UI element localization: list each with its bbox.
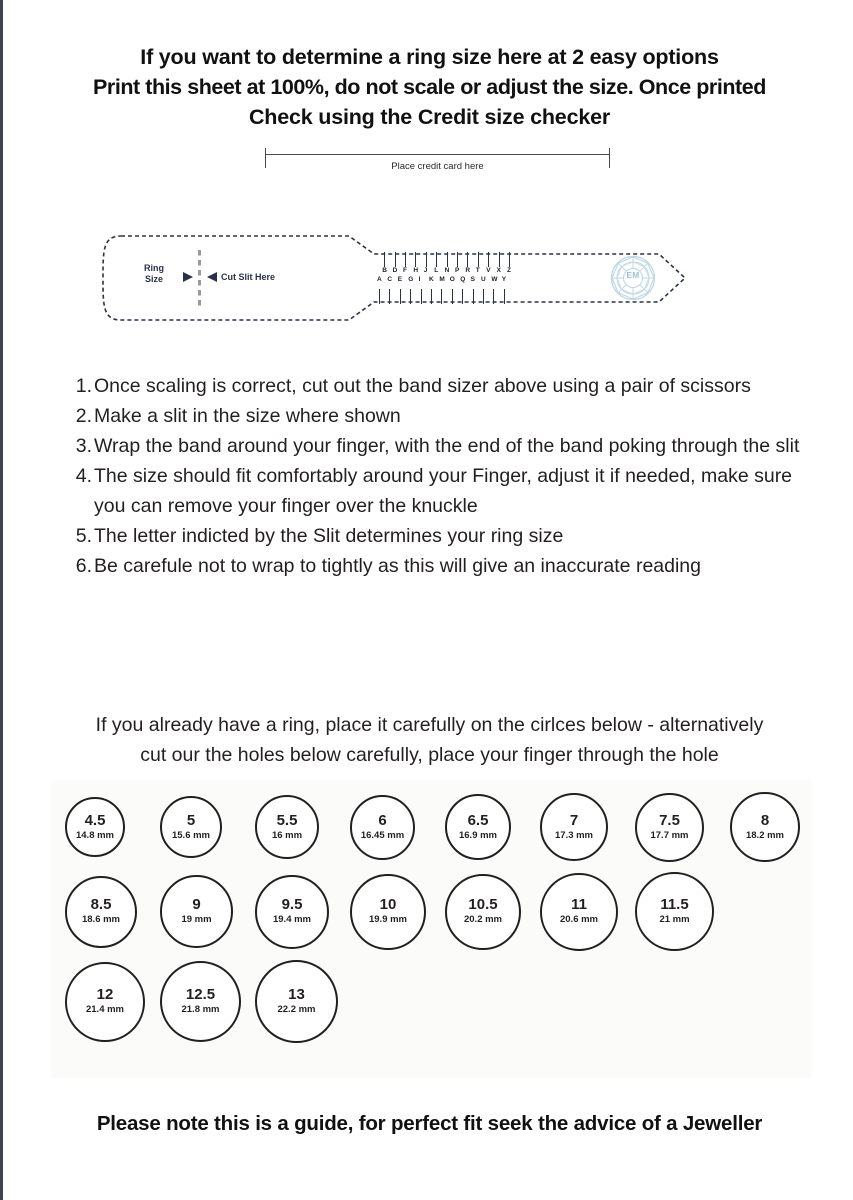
size-circle-size: 8.5 <box>90 896 112 913</box>
size-circle-mm: 17.3 mm <box>554 829 594 841</box>
size-circle[interactable] <box>730 792 800 862</box>
size-circles-panel <box>51 780 811 1078</box>
size-circle-mm: 16.45 mm <box>360 829 405 841</box>
ruler-letter-g: G <box>408 276 414 283</box>
size-circle[interactable] <box>350 795 415 860</box>
ruler-letter-f: F <box>403 267 407 274</box>
size-circle-size: 5 <box>186 811 196 829</box>
size-circle-mm: 19 mm <box>181 914 212 925</box>
size-circle-mm: 18.6 mm <box>81 914 121 925</box>
ruler-tick <box>452 289 453 304</box>
ruler-tick <box>405 252 406 267</box>
ruler-tick <box>488 252 489 267</box>
size-circle[interactable] <box>65 962 145 1042</box>
ruler-tick <box>493 289 494 304</box>
size-circle-size: 11 <box>571 896 587 913</box>
size-circle[interactable] <box>350 874 426 950</box>
size-circle[interactable] <box>255 795 319 859</box>
size-circle[interactable] <box>445 794 511 860</box>
size-circle[interactable] <box>635 793 704 862</box>
heading-line-3: Check using the Credit size checker <box>248 105 611 129</box>
size-circle[interactable] <box>540 793 608 861</box>
ruler-letter-v: V <box>486 267 491 274</box>
ruler-tick <box>462 289 463 304</box>
ruler-letter-q: Q <box>460 276 466 283</box>
size-circle-mm: 20.6 mm <box>559 914 599 925</box>
ring-size-label <box>131 263 177 285</box>
size-circle-row-3 <box>51 960 811 1043</box>
size-circle-mm: 22.2 mm <box>277 1004 316 1015</box>
instruction-step-text: The letter indicted by the Slit determines your ring size <box>94 525 564 547</box>
size-circle-row-2 <box>51 872 811 951</box>
page-title <box>3 42 853 132</box>
ruler-tick <box>499 252 500 267</box>
instruction-step-number: 2. <box>75 405 92 427</box>
ring-circles-intro <box>33 710 826 770</box>
size-circle[interactable] <box>255 875 329 949</box>
instruction-step-text: Be carefule not to wrap to tightly as this will give an inaccurate reading <box>94 555 701 577</box>
instruction-list <box>66 371 801 581</box>
gem-logo-text: EM <box>626 270 640 280</box>
size-circle-mm: 16.9 mm <box>458 829 498 841</box>
ruler-letter-o: O <box>449 276 455 283</box>
ruler-letter-b: B <box>382 267 387 274</box>
arrow-right-icon <box>183 272 193 282</box>
size-circle-mm: 14.8 mm <box>75 829 115 841</box>
ruler-letter-u: U <box>481 276 486 283</box>
ruler-tick <box>426 252 427 267</box>
ruler-letter-h: H <box>413 267 419 274</box>
ruler-letter-i: I <box>418 276 421 283</box>
credit-card-ruler-line <box>265 154 610 155</box>
instruction-step-text: Wrap the band around your finger, with the end of the band poking through the slit <box>94 435 800 457</box>
size-circle[interactable] <box>160 796 222 858</box>
ruler-letter-e: E <box>397 276 403 283</box>
ruler-tick <box>395 252 396 267</box>
size-circle[interactable] <box>65 876 137 948</box>
size-circle-size: 13 <box>288 986 305 1003</box>
ruler-letter-r: R <box>465 267 471 274</box>
ring-size-ruler <box>377 252 517 304</box>
size-circle-mm: 17.7 mm <box>650 829 689 841</box>
footer-note: Please note this is a guide, for perfect fit seek the advice of a Jeweller <box>96 1112 763 1135</box>
ruler-tick <box>436 252 437 267</box>
ruler-tick <box>473 289 474 304</box>
size-circle[interactable] <box>65 797 125 857</box>
ruler-letter-a: A <box>377 276 382 283</box>
ruler-tick <box>421 289 422 304</box>
instruction-step-text: Make a slit in the size where shown <box>94 405 401 427</box>
ruler-tick <box>447 252 448 267</box>
ruler-tick <box>410 289 411 304</box>
ring-circles-intro-line2: cut our the holes below carefully, place your finger through the hole <box>140 744 719 766</box>
ruler-tick <box>467 252 468 267</box>
band-sizer-diagram <box>99 232 759 324</box>
heading-line-1: If you want to determine a ring size here at 2 easy options <box>140 45 719 69</box>
ruler-letter-d: D <box>392 267 398 274</box>
instruction-step <box>66 371 801 401</box>
ruler-tick <box>478 252 479 267</box>
ruler-tick <box>457 252 458 267</box>
instruction-step-text: Once scaling is correct, cut out the band sizer above using a pair of scissors <box>94 375 751 397</box>
ruler-letter-z: Z <box>507 267 511 274</box>
ruler-letter-k: K <box>429 276 434 283</box>
size-circle-size: 5.5 <box>276 811 298 829</box>
size-circle[interactable] <box>255 960 338 1043</box>
cut-slit-label: Cut Slit Here <box>221 272 276 282</box>
ruler-tick <box>389 289 390 304</box>
instruction-step-number: 6. <box>75 555 92 577</box>
instruction-step <box>66 551 801 581</box>
size-circle[interactable] <box>160 875 233 948</box>
ruler-tick <box>509 252 510 267</box>
size-circle-size: 4.5 <box>84 811 106 829</box>
size-circle-size: 9.5 <box>281 896 303 913</box>
credit-card-checker <box>265 148 610 194</box>
size-circle-mm: 21 mm <box>659 914 690 925</box>
heading-line-2: Print this sheet at 100%, do not scale or adjust the size. Once printed <box>93 75 766 99</box>
instruction-step-number: 1. <box>75 375 92 397</box>
instruction-step-number: 5. <box>75 525 92 547</box>
arrow-left-icon <box>207 272 217 282</box>
size-circle-size: 6 <box>378 811 387 829</box>
ruler-letter-p: P <box>455 267 460 274</box>
ruler-tick <box>483 289 484 304</box>
ruler-letter-x: X <box>496 267 501 274</box>
size-circle-mm: 21.4 mm <box>85 1004 125 1015</box>
instruction-step <box>66 431 801 461</box>
ruler-tick <box>431 289 432 304</box>
size-circle-size: 11.5 <box>660 896 689 913</box>
size-circle-size: 7.5 <box>659 811 680 829</box>
instruction-step <box>66 461 801 521</box>
ruler-letter-n: N <box>444 267 450 274</box>
size-circle[interactable] <box>445 874 521 950</box>
ruler-tick <box>384 252 385 267</box>
instruction-step <box>66 521 801 551</box>
ruler-letter-y: Y <box>501 276 507 283</box>
ruler-letter-w: W <box>491 276 498 283</box>
ruler-tick <box>379 289 380 304</box>
ruler-letter-s: S <box>470 276 475 283</box>
instruction-step <box>66 401 801 431</box>
size-circle-size: 7 <box>569 811 579 829</box>
size-circle-size: 10 <box>379 896 397 913</box>
size-circle[interactable] <box>540 873 618 951</box>
size-circle-size: 12 <box>96 986 114 1003</box>
ruler-tick <box>504 289 505 304</box>
size-circle-mm: 20.2 mm <box>463 914 503 925</box>
cut-slit-dashed-line <box>198 250 201 306</box>
ruler-letter-c: C <box>387 276 393 283</box>
size-circle-size: 12.5 <box>185 986 216 1003</box>
size-circle[interactable] <box>160 961 241 1042</box>
size-circle-mm: 16 mm <box>271 829 303 841</box>
size-circle-mm: 19.9 mm <box>368 914 408 925</box>
ruler-tick <box>415 252 416 267</box>
credit-card-label: Place credit card here <box>391 161 484 172</box>
ruler-letter-j: J <box>423 267 428 274</box>
ruler-tick <box>400 289 401 304</box>
size-circle-size: 6.5 <box>467 811 489 829</box>
size-circle-mm: 18.2 mm <box>745 829 785 841</box>
ring-circles-intro-line1: If you already have a ring, place it carefully on the cirlces below - alternatively <box>95 714 764 736</box>
size-circle-size: 9 <box>192 896 201 913</box>
instruction-step-text: The size should fit comfortably around your Finger, adjust it if needed, make sure you can remove your finger over the knuckle <box>94 465 793 517</box>
ruler-letter-l: L <box>434 267 439 274</box>
size-circle[interactable] <box>635 872 714 951</box>
ring-size-label-line1: Ring <box>144 263 164 273</box>
size-circle-mm: 15.6 mm <box>171 829 211 841</box>
ruler-letter-m: M <box>439 276 445 283</box>
ring-size-label-line2: Size <box>144 274 163 284</box>
size-circle-mm: 21.8 mm <box>181 1004 220 1015</box>
size-circle-size: 8 <box>760 811 770 829</box>
ruler-tick <box>441 289 442 304</box>
ruler-letter-t: T <box>475 267 480 274</box>
size-circle-mm: 19.4 mm <box>272 914 312 925</box>
instruction-step-number: 4. <box>75 465 92 487</box>
instruction-step-number: 3. <box>75 435 92 457</box>
size-circle-size: 10.5 <box>468 896 498 913</box>
size-circle-row-1 <box>51 792 811 862</box>
